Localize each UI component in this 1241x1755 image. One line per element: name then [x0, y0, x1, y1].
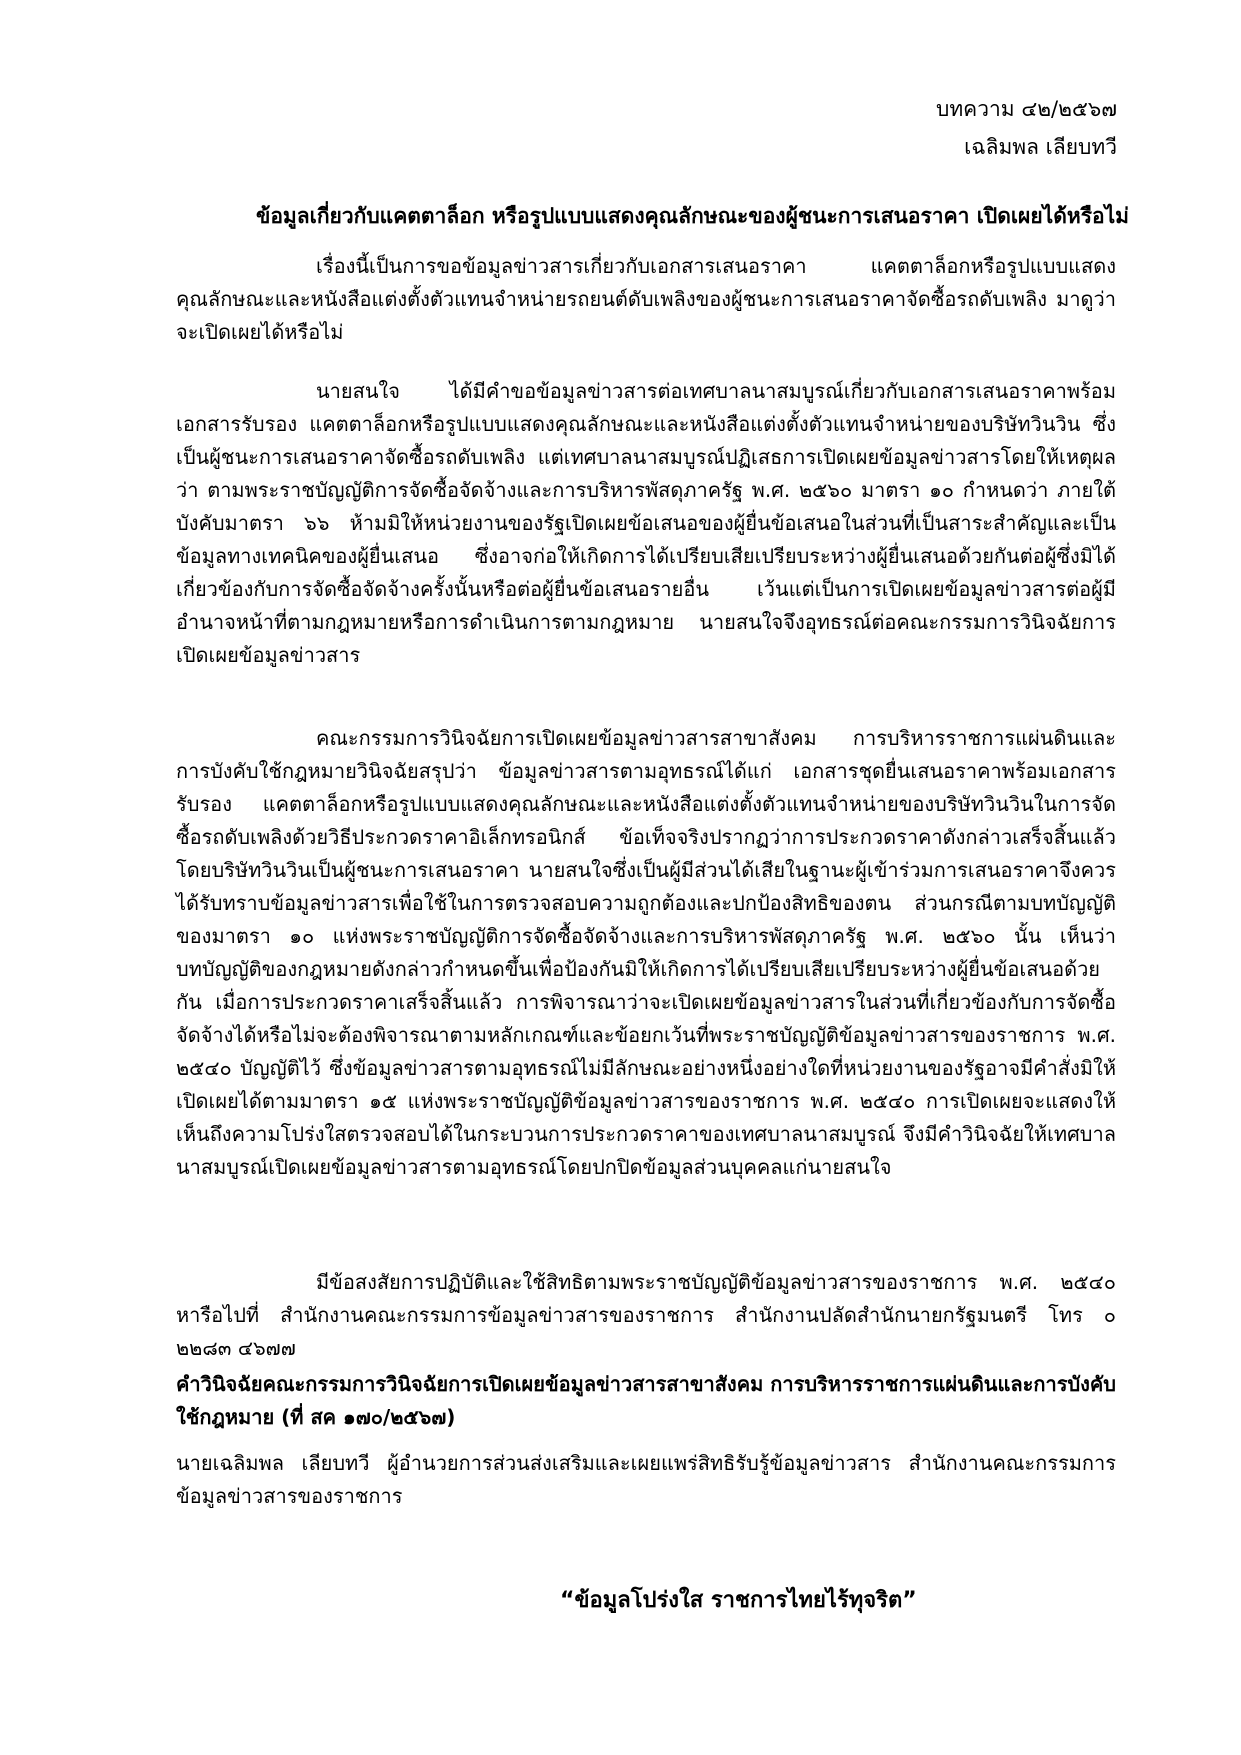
- article-header: [936, 90, 1117, 166]
- slogan: “ข้อมูลโปร่งใส ราชการไทยไร้ทุจริต”: [560, 1588, 917, 1613]
- intro-paragraph: [176, 250, 1116, 349]
- contact-paragraph: [176, 1266, 1116, 1365]
- contact-text: มีข้อสงสัยการปฏิบัติและใช้สิทธิตามพระราชบัญญัติข้อมูลข่าวสารของราชการ พ.ศ. ๒๕๔๐ หารือไปที่ สำนักงานคณะกรรมการข้อมูลข่าวสารของราชการ สำนักงานปลัดสำนักนายกรัฐมนตรี โทร ๐ ๒๒๘๓ ๔๖๗๗: [176, 1270, 1116, 1360]
- facts-paragraph: [176, 375, 1116, 672]
- intro-text: เรื่องนี้เป็นการขอข้อมูลข่าวสารเกี่ยวกับเอกสารเสนอราคา แคตตาล็อกหรือรูปแบบแสดงคุณลักษณะและหนังสือแต่งตั้งตัวแทนจำหน่ายรถยนต์ดับเพลิงของผู้ชนะการเสนอราคาจัดซื้อรถดับเพลิง มาดูว่าจะเปิดเผยได้หรือไม่: [176, 254, 1116, 344]
- author-credit: นายเฉลิมพล เลียบทวี ผู้อำนวยการส่วนส่งเสริมและเผยแพร่สิทธิรับรู้ข้อมูลข่าวสาร สำนักงานคณะกรรมการข้อมูลข่าวสารของราชการ: [176, 1451, 1116, 1508]
- ruling-paragraph: [176, 722, 1116, 1184]
- article-title: ข้อมูลเกี่ยวกับแคตตาล็อก หรือรูปแบบแสดงคุณลักษณะของผู้ชนะการเสนอราคา เปิดเผยได้หรือไม่: [255, 204, 1129, 228]
- article-author: เฉลิมพล เลียบทวี: [964, 135, 1117, 159]
- article-number: บทความ ๔๒/๒๕๖๗: [936, 97, 1117, 121]
- decision-reference: คำวินิจฉัยคณะกรรมการวินิจฉัยการเปิดเผยข้อมูลข่าวสารสาขาสังคม การบริหารราชการแผ่นดินและการบังคับใช้กฎหมาย (ที่ สค ๑๗๐/๒๕๖๗): [176, 1372, 1116, 1429]
- facts-text: นายสนใจ ได้มีคำขอข้อมูลข่าวสารต่อเทศบาลนาสมบูรณ์เกี่ยวกับเอกสารเสนอราคาพร้อมเอกสารรับรอง แคตตาล็อกหรือรูปแบบแสดงคุณลักษณะและหนังสือแต่งตั้งตัวแทนจำหน่ายของบริษัทวินวิน ซึ่งเป็นผู้ชนะการเสนอราคาจัดซื้อรถดับเพลิง แต่เทศบาลนาสมบูรณ์ปฏิเสธการเปิดเผยข้อมูลข่าวสารโดยให้เหตุผลว่า ตามพระราชบัญญัติการจัดซื้อจัดจ้างและการบริหารพัสดุภาครัฐ พ.ศ. ๒๕๖๐ มาตรา ๑๐ กำหนดว่า ภายใต้บังคับมาตรา ๖๖ ห้ามมิให้หน่วยงานของรัฐเปิดเผยข้อเสนอของผู้ยื่นข้อเสนอในส่วนที่เป็นสาระสำคัญและเป็นข้อมูลทางเทคนิคของผู้ยื่นเสนอ ซึ่งอาจก่อให้เกิดการได้เปรียบเสียเปรียบระหว่างผู้ยื่นเสนอด้วยกันต่อผู้ซึ่งมิได้เกี่ยวข้องกับการจัดซื้อจัดจ้างครั้งนั้นหรือต่อผู้ยื่นข้อเสนอรายอื่น เว้นแต่เป็นการเปิดเผยข้อมูลข่าวสารต่อผู้มีอำนาจหน้าที่ตามกฎหมายหรือการดำเนินการตามกฎหมาย นายสนใจจึงอุทธรณ์ต่อคณะกรรมการวินิจฉัยการเปิดเผยข้อมูลข่าวสาร: [176, 379, 1116, 667]
- ruling-text: คณะกรรมการวินิจฉัยการเปิดเผยข้อมูลข่าวสารสาขาสังคม การบริหารราชการแผ่นดินและการบังคับใช้กฎหมายวินิจฉัยสรุปว่า ข้อมูลข่าวสารตามอุทธรณ์ได้แก่ เอกสารชุดยื่นเสนอราคาพร้อมเอกสารรับรอง แคตตาล็อกหรือรูปแบบแสดงคุณลักษณะและหนังสือแต่งตั้งตัวแทนจำหน่ายของบริษัทวินวินในการจัดซื้อรถดับเพลิงด้วยวิธีประกวดราคาอิเล็กทรอนิกส์ ข้อเท็จจริงปรากฏว่าการประกวดราคาดังกล่าวเสร็จสิ้นแล้ว โดยบริษัทวินวินเป็นผู้ชนะการเสนอราคา นายสนใจซึ่งเป็นผู้มีส่วนได้เสียในฐานะผู้เข้าร่วมการเสนอราคาจึงควรได้รับทราบข้อมูลข่าวสารเพื่อใช้ในการตรวจสอบความถูกต้องและปกป้องสิทธิของตน ส่วนกรณีตามบทบัญญัติของมาตรา ๑๐ แห่งพระราชบัญญัติการจัดซื้อจัดจ้างและการบริหารพัสดุภาครัฐ พ.ศ. ๒๕๖๐ นั้น เห็นว่าบทบัญญัติของกฎหมายดังกล่าวกำหนดขึ้นเพื่อป้องกันมิให้เกิดการได้เปรียบเสียเปรียบระหว่างผู้ยื่นข้อเสนอด้วยกัน เมื่อการประกวดราคาเสร็จสิ้นแล้ว การพิจารณาว่าจะเปิดเผยข้อมูลข่าวสารในส่วนที่เกี่ยวข้องกับการจัดซื้อจัดจ้างได้หรือไม่จะต้องพิจารณาตามหลักเกณฑ์และข้อยกเว้นที่พระราชบัญญัติข้อมูลข่าวสารของราชการ พ.ศ. ๒๕๔๐ บัญญัติไว้ ซึ่งข้อมูลข่าวสารตามอุทธรณ์ไม่มีลักษณะอย่างหนึ่งอย่างใดที่หน่วยงานของรัฐอาจมีคำสั่งมิให้เปิดเผยได้ตามมาตรา ๑๕ แห่งพระราชบัญญัติข้อมูลข่าวสารของราชการ พ.ศ. ๒๕๔๐ การเปิดเผยจะแสดงให้เห็นถึงความโปร่งใสตรวจสอบได้ในกระบวนการประกวดราคาของเทศบาลนาสมบูรณ์ จึงมีคำวินิจฉัยให้เทศบาลนาสมบูรณ์เปิดเผยข้อมูลข่าวสารตามอุทธรณ์โดยปกปิดข้อมูลส่วนบุคคลแก่นายสนใจ: [176, 726, 1116, 1179]
